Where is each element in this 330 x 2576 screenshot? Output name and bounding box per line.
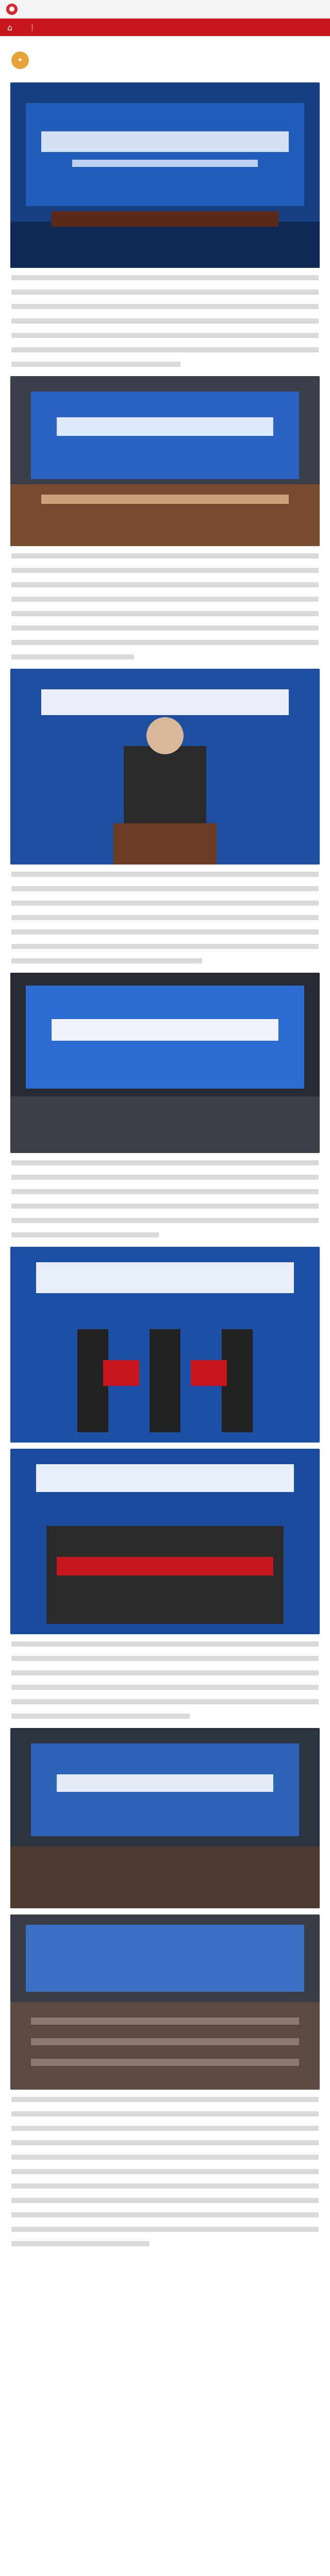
photo-icon bbox=[10, 1728, 320, 1908]
article-photo-6[interactable] bbox=[10, 1449, 320, 1634]
photo-icon bbox=[10, 1247, 320, 1443]
browser-bar bbox=[0, 0, 330, 19]
photo-icon bbox=[10, 1914, 320, 2090]
nav-separator: | bbox=[31, 23, 34, 31]
article-photo-1[interactable] bbox=[10, 82, 320, 268]
avatar[interactable]: ✦ bbox=[11, 52, 29, 69]
byline bbox=[0, 52, 330, 76]
site-logo-icon[interactable]: ● bbox=[6, 4, 18, 15]
article-photo-4[interactable] bbox=[10, 973, 320, 1153]
photo-icon bbox=[10, 669, 320, 865]
article-photo-2[interactable] bbox=[10, 376, 320, 546]
paragraph-2 bbox=[0, 553, 330, 659]
paragraph-6 bbox=[0, 2097, 330, 2246]
paragraph-5 bbox=[0, 1641, 330, 1719]
photo-icon bbox=[10, 1449, 320, 1634]
paragraph-4 bbox=[0, 1160, 330, 1238]
channel-nav bbox=[0, 19, 330, 36]
photo-icon bbox=[10, 82, 320, 268]
article-photo-7[interactable] bbox=[10, 1728, 320, 1908]
paragraph-1 bbox=[0, 275, 330, 367]
article-photo-3[interactable] bbox=[10, 669, 320, 865]
home-icon[interactable]: ⌂ bbox=[7, 22, 13, 32]
photo-icon bbox=[10, 973, 320, 1153]
paragraph-3 bbox=[0, 872, 330, 963]
article-photo-5[interactable] bbox=[10, 1247, 320, 1443]
article-photo-8[interactable] bbox=[10, 1914, 320, 2090]
article-title bbox=[0, 36, 330, 52]
photo-icon bbox=[10, 376, 320, 546]
